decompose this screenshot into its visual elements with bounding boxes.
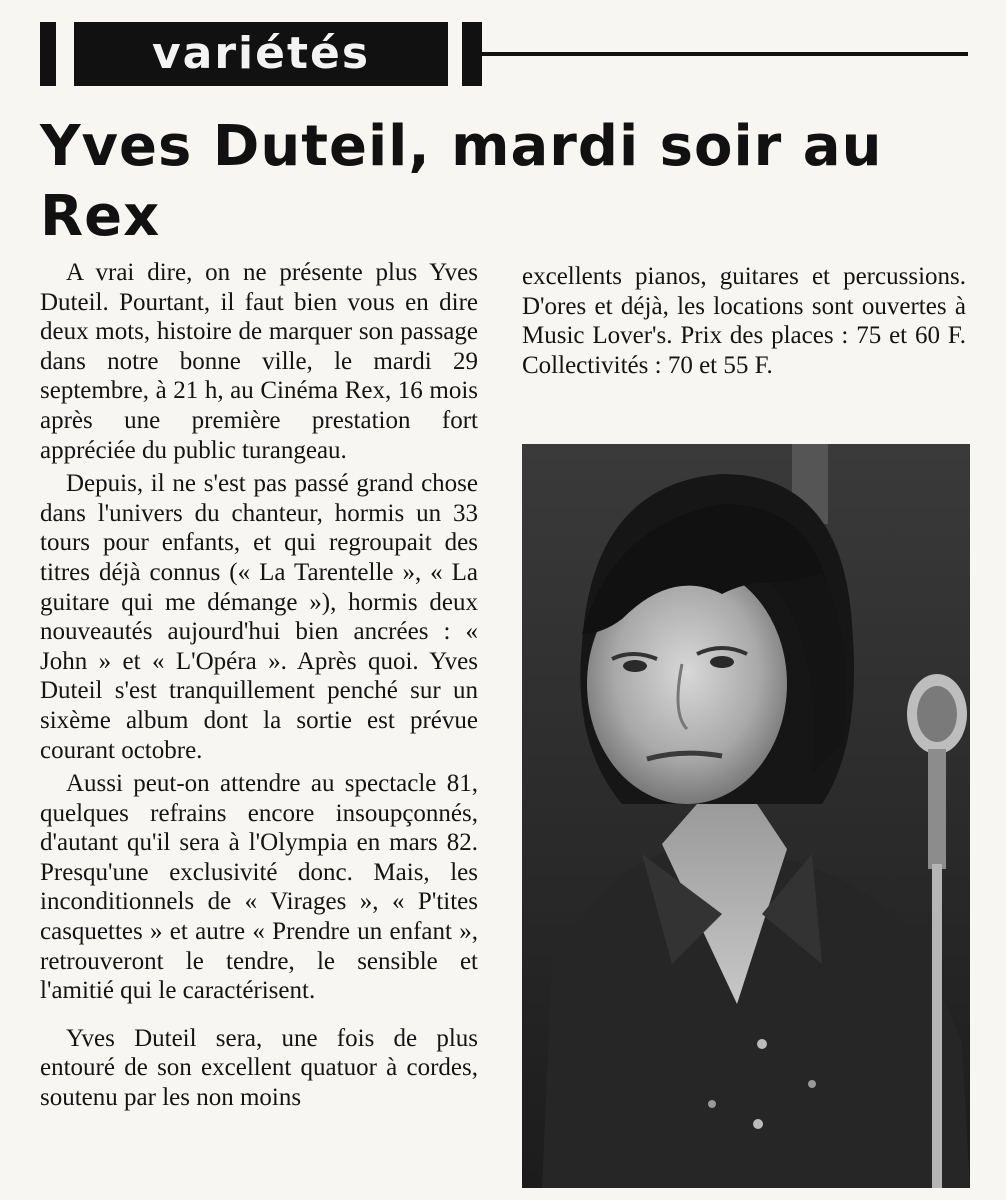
article-paragraph: Depuis, il ne s'est pas passé grand chose dans l'univers du chanteur, hormis un 33 tours pour enfants, et qui regroupait des titres déjà connus (« La Tarentelle », « La guitare qui me démange »), hormis deux nouveautés aujourd'hui bien ancrées : « John » et « L'Opéra ». Après quoi. Yves Duteil s'est tranquillement penché sur un sixème album dont la sortie est prévue courant octobre. <box>40 470 478 764</box>
singer-photo <box>522 444 970 1188</box>
article-paragraph: A vrai dire, on ne présente plus Yves Duteil. Pourtant, il faut bien vous en dire deux mots, histoire de marquer son passage dans notre bonne ville, le mardi 29 septembre, à 21 h, au Cinéma Rex, 16 mois après une première prestation fort appréciée du public turangeau. <box>40 259 478 464</box>
rubric-right-bar <box>462 22 482 86</box>
article-paragraph: Aussi peut-on attendre au spectacle 81, quelques refrains encore insoupçonnés, d'autant qu'il sera à l'Olympia en mars 82. Presqu'une exclusivité donc. Mais, les inconditionnels de « Virages », « P'tites casquettes » et autre « Prendre un enfant », retrouveront le tendre, le sensible et l'amitié qui le caractérisent. <box>40 770 478 1005</box>
rubric-label: variétés <box>74 22 448 86</box>
article-paragraph: excellents pianos, guitares et percussions. D'ores et déjà, les locations sont ouvertes à Music Lover's. Prix des places : 75 et 60 F. Collectivités : 70 et 55 F. <box>522 263 966 379</box>
article-right-column <box>522 262 966 380</box>
singer-portrait-image <box>522 444 970 1188</box>
article-paragraph: Yves Duteil sera, une fois de plus entouré de son excellent quatuor à cordes, soutenu par les non moins <box>40 1024 478 1112</box>
article-left-column <box>40 258 478 1113</box>
rubric-rule <box>482 52 968 56</box>
headline: Yves Duteil, mardi soir au Rex <box>40 114 883 249</box>
rubric-left-bar <box>40 22 56 86</box>
